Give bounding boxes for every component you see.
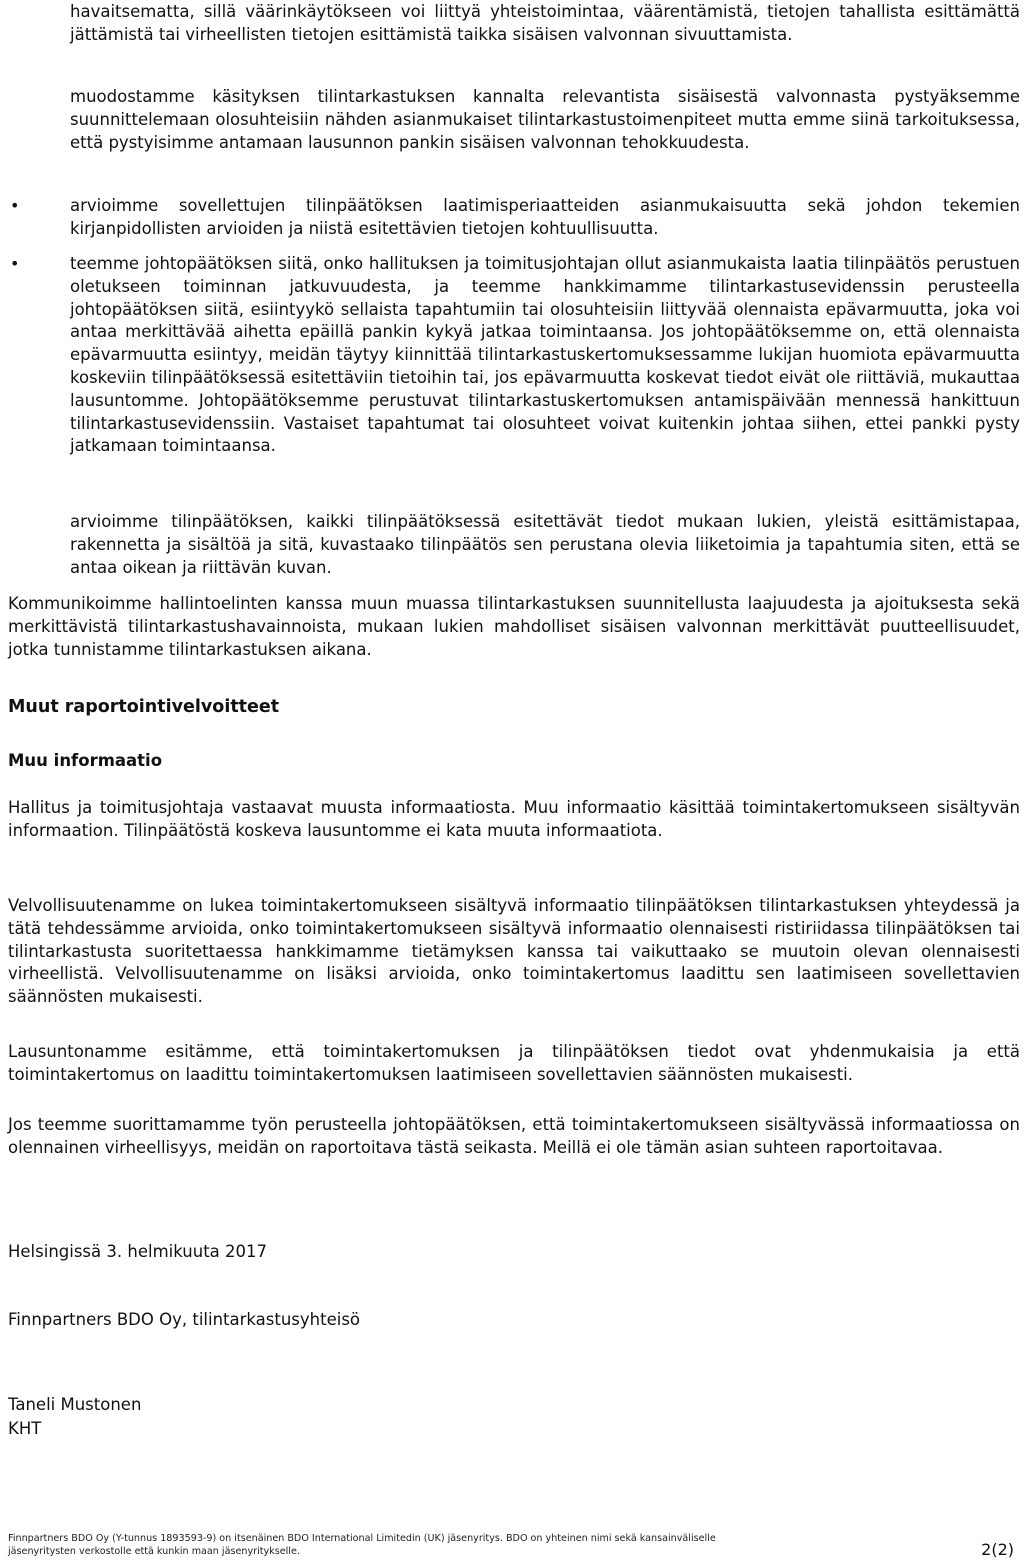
heading-other-reporting: Muut raportointivelvoitteet <box>8 697 280 717</box>
heading-other-information: Muu informaatio <box>8 751 163 770</box>
paragraph-other-info-duty: Velvollisuutenamme on lukea toimintakertomukseen sisältyvä informaatio tilinpäätöksen tilintarkastuksen yhteydessä ja tätä tehdessämme arvioida, onko toimintakertomukseen sisältyvä informaatio olennaisesti ristiriidassa tilinpäätöksen tai tilintarkastusta suoritettaessa hankkimamme tietämyksen kanssa tai vaikuttaako se muutoin olevan olennaisesti virheellistä. Velvollisuutenamme on lisäksi arvioida, onko toimintakertomus laadittu sen laatimiseen sovellettavien säännösten mukaisesti. <box>8 896 1020 1007</box>
paragraph-overall-presentation: arvioimme tilinpäätöksen, kaikki tilinpäätöksessä esitettävät tiedot mukaan lukien, yleistä esittämistapaa, rakennetta ja sisältöä ja sitä, kuvastaako tilinpäätös sen perustana olevia liiketoimia ja tapahtumia siten, että se antaa oikean ja riittävän kuvan. <box>70 512 1020 577</box>
paragraph-going-concern: teemme johtopäätöksen siitä, onko hallituksen ja toimitusjohtajan ollut asianmukaista laatia tilinpäätös perustuen oletukseen toiminnan jatkuvuudesta, ja teemme hankkimamme tilintarkastusevidenssin perusteella johtopäätöksen siitä, esiintyykö sellaista tapahtumiin tai olosuhteisiin liittyvää olennaista epävarmuutta, joka voi antaa merkittävää aihetta epäillä pankin kykyä jatkaa toimintaansa. Jos johtopäätöksemme on, että olennaista epävarmuutta esiintyy, meidän täytyy kiinnittää tilintarkastuskertomuksessamme lukijan huomiota epävarmuutta koskeviin tilinpäätöksessä esitettäviin tietoihin tai, jos epävarmuutta koskevat tiedot eivät ole riittäviä, mukauttaa lausuntomme. Johtopäätöksemme perustuvat tilintarkastuskertomuksen antamispäivään mennessä hankittuun tilintarkastusevidenssiin. Vastaiset tapahtumat tai olosuhteet voivat kuitenkin johtaa siihen, ettei pankki pysty jatkamaan toimintaansa. <box>70 254 1020 456</box>
paragraph-fraud-risk: havaitsematta, sillä väärinkäytökseen voi liittyä yhteistoimintaa, väärentämistä, tietojen tahallista esittämättä jättämistä tai virheellisten tietojen esittämistä taikka sisäisen valvonnan sivuuttamista. <box>70 2 1020 44</box>
footer-disclaimer <box>8 1532 908 1558</box>
signature-title: KHT <box>8 1419 42 1438</box>
bullet-marker: • <box>10 254 20 273</box>
bullet-marker: • <box>10 196 20 215</box>
signature-firm: Finnpartners BDO Oy, tilintarkastusyhteisö <box>8 1310 361 1329</box>
paragraph-accounting-policies: arvioimme sovellettujen tilinpäätöksen laatimisperiaatteiden asianmukaisuutta sekä johdon tekemien kirjanpidollisten arvioiden ja niistä esitettävien tietojen kohtuullisuutta. <box>70 196 1020 238</box>
footer-line: jäsenyritysten verkostolle että kunkin maan jäsenyritykselle. <box>8 1546 300 1557</box>
page-number: 2(2) <box>981 1540 1014 1559</box>
paragraph-other-info-responsibility: Hallitus ja toimitusjohtaja vastaavat muusta informaatiosta. Muu informaatio käsittää toimintakertomukseen sisältyvän informaation. Tilinpäätöstä koskeva lausuntomme ei kata muuta informaatiota. <box>8 798 1020 840</box>
signature-place-date: Helsingissä 3. helmikuuta 2017 <box>8 1242 268 1261</box>
paragraph-internal-control: muodostamme käsityksen tilintarkastuksen kannalta relevantista sisäisestä valvonnasta pystyäksemme suunnittelemaan olosuhteisiin nähden asianmukaiset tilintarkastustoimenpiteet mutta emme siinä tarkoituksessa, että pystyisimme antamaan lausunnon pankin sisäisen valvonnan tehokkuudesta. <box>70 87 1020 152</box>
signature-name: Taneli Mustonen <box>8 1395 142 1414</box>
paragraph-communication: Kommunikoimme hallintoelinten kanssa muun muassa tilintarkastuksen suunnitellusta laajuudesta ja ajoituksesta sekä merkittävistä tilintarkastushavainnoista, mukaan lukien mahdolliset sisäisen valvonnan merkittävät puutteellisuudet, jotka tunnistamme tilintarkastuksen aikana. <box>8 594 1020 659</box>
paragraph-other-info-opinion: Lausuntonamme esitämme, että toimintakertomuksen ja tilinpäätöksen tiedot ovat yhdenmukaisia ja että toimintakertomus on laadittu toimintakertomuksen laatimiseen sovellettavien säännösten mukaisesti. <box>8 1042 1020 1084</box>
paragraph-other-info-misstatement: Jos teemme suorittamamme työn perusteella johtopäätöksen, että toimintakertomukseen sisältyvässä informaatiossa on olennainen virheellisyys, meidän on raportoitava tästä seikasta. Meillä ei ole tämän asian suhteen raportoitavaa. <box>8 1115 1020 1157</box>
footer-line: Finnpartners BDO Oy (Y-tunnus 1893593-9) on itsenäinen BDO International Limitedin (UK) jäsenyritys. BDO on yhteinen nimi sekä kansainväliselle <box>8 1533 716 1544</box>
